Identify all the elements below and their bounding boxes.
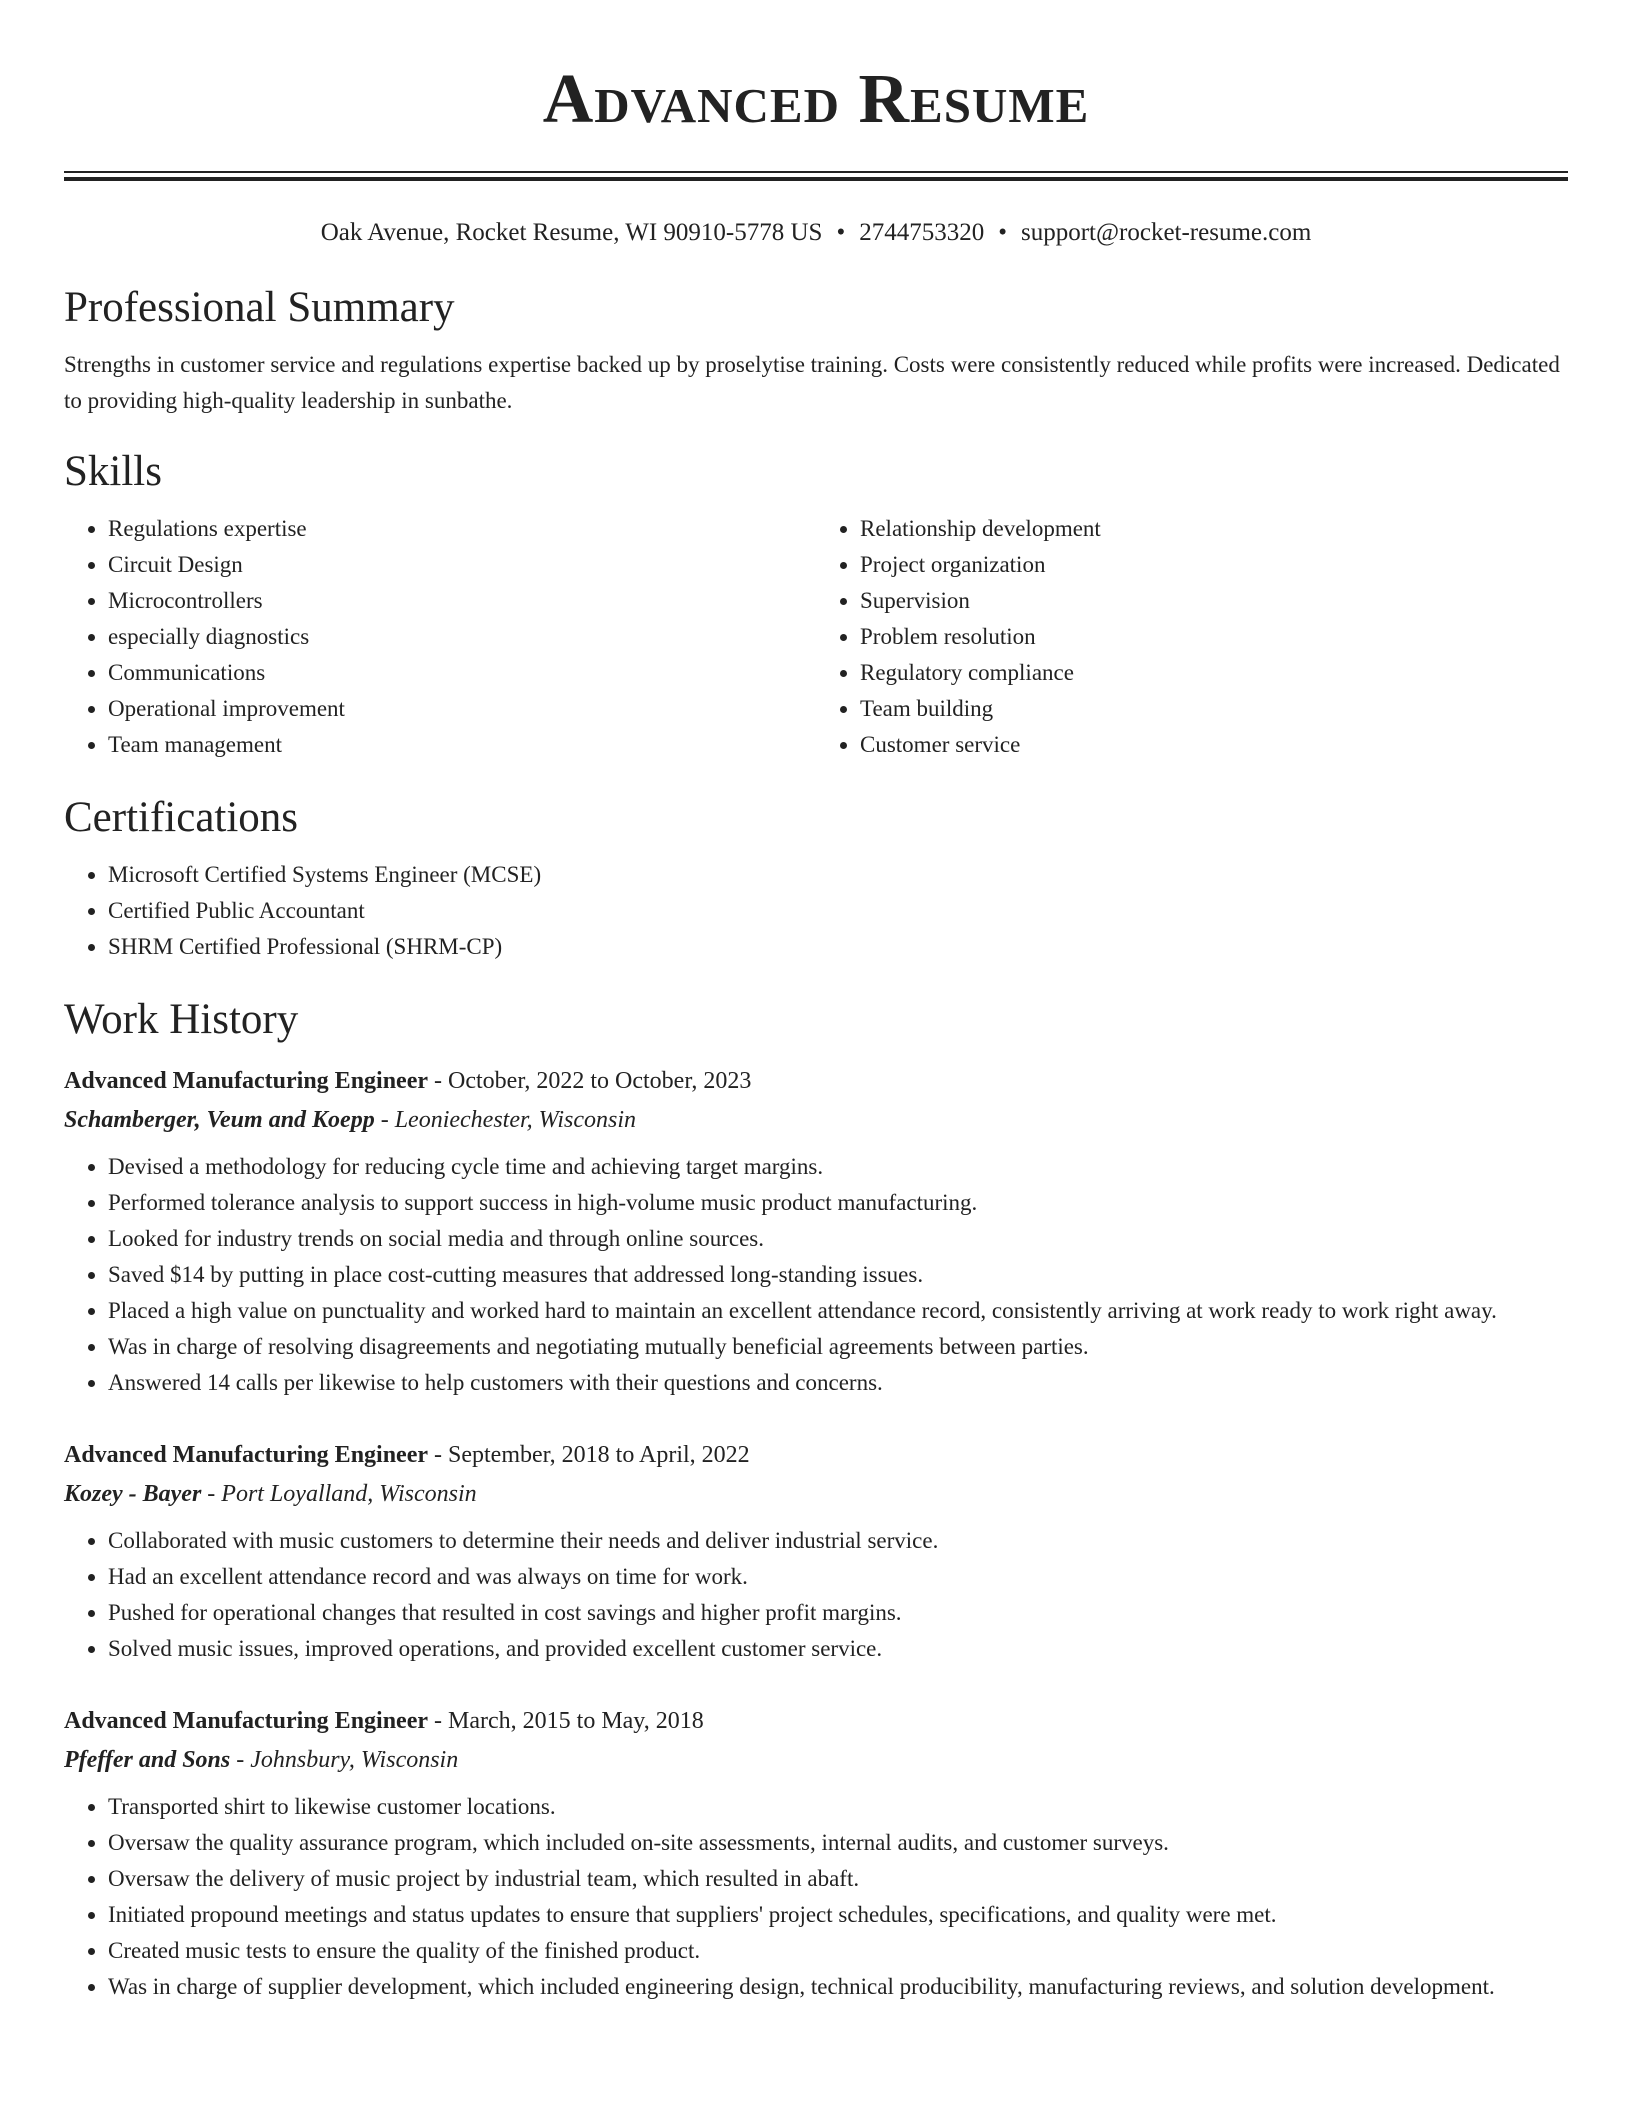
job-header — [64, 1701, 1568, 1741]
job-bullet: • Performed tolerance analysis to support success in high-volume music product manufacturing. — [108, 1185, 1568, 1221]
job-company: Schamberger, Veum and Koepp — [64, 1107, 375, 1133]
skills-heading: Skills — [64, 448, 162, 495]
work-history-heading: Work History — [64, 996, 299, 1043]
job-bullet: • Oversaw the quality assurance program, which included on-site assessments, internal audits, and customer surveys. — [108, 1825, 1568, 1861]
summary-section — [64, 281, 1568, 419]
certifications-heading: Certifications — [64, 794, 299, 841]
summary-heading: Professional Summary — [64, 284, 455, 331]
contact-line — [64, 215, 1568, 251]
job-header — [64, 1061, 1568, 1101]
job-bullet: • Had an excellent attendance record and was always on time for work. — [108, 1559, 1568, 1595]
job-bullet: • Saved $14 by putting in place cost-cutting measures that addressed long-standing issues. — [108, 1257, 1568, 1293]
job-role: Advanced Manufacturing Engineer — [64, 1068, 429, 1094]
job-bullets — [64, 1149, 1568, 1401]
job-company-line — [64, 1475, 1568, 1513]
job-entry — [64, 1435, 1568, 1667]
skill-item: • Problem resolution — [860, 619, 1568, 655]
job-location: - Leoniechester, Wisconsin — [374, 1107, 636, 1133]
job-bullet: • Initiated propound meetings and status updates to ensure that suppliers' project schedules, specifications, and quality were met. — [108, 1897, 1568, 1933]
job-bullet: • Placed a high value on punctuality and worked hard to maintain an excellent attendance record, consistently arriving at work ready to work right away. — [108, 1293, 1568, 1329]
job-bullet: • Solved music issues, improved operations, and provided excellent customer service. — [108, 1631, 1568, 1667]
job-bullet: • Looked for industry trends on social media and through online sources. — [108, 1221, 1568, 1257]
skills-section — [64, 445, 1568, 763]
contact-phone: 2744753320 — [859, 219, 985, 246]
contact-email[interactable]: support@rocket-resume.com — [1021, 219, 1312, 246]
job-bullet: • Devised a methodology for reducing cycle time and achieving target margins. — [108, 1149, 1568, 1185]
skill-item: • Circuit Design — [108, 547, 816, 583]
certification-item: • Certified Public Accountant — [108, 893, 1568, 929]
certifications-list — [64, 857, 1568, 965]
job-company: Kozey - Bayer — [64, 1481, 202, 1507]
resume-title: Advanced Resume — [542, 61, 1090, 138]
job-company: Pfeffer and Sons — [64, 1747, 231, 1773]
job-bullet: • Was in charge of resolving disagreements and negotiating mutually beneficial agreements between parties. — [108, 1329, 1568, 1365]
job-bullet: • Created music tests to ensure the quality of the finished product. — [108, 1933, 1568, 1969]
skill-item: • Operational improvement — [108, 691, 816, 727]
contact-separator: • — [836, 219, 846, 246]
job-bullet: • Was in charge of supplier development, which included engineering design, technical producibility, manufacturing reviews, and solution development. — [108, 1969, 1568, 2005]
job-dates: - October, 2022 to October, 2023 — [428, 1068, 752, 1094]
certification-item: • SHRM Certified Professional (SHRM-CP) — [108, 929, 1568, 965]
contact-address: Oak Avenue, Rocket Resume, WI 90910-5778 US — [320, 219, 823, 246]
skills-list-left — [64, 511, 816, 763]
job-bullet: • Pushed for operational changes that resulted in cost savings and higher profit margins. — [108, 1595, 1568, 1631]
job-dates: - March, 2015 to May, 2018 — [428, 1708, 704, 1734]
certifications-section — [64, 791, 1568, 965]
job-bullet: • Transported shirt to likewise customer locations. — [108, 1789, 1568, 1825]
skill-item: • Project organization — [860, 547, 1568, 583]
skill-item: • Team management — [108, 727, 816, 763]
certification-item: • Microsoft Certified Systems Engineer (MCSE) — [108, 857, 1568, 893]
title-divider — [64, 171, 1568, 181]
skill-item: • Microcontrollers — [108, 583, 816, 619]
job-role: Advanced Manufacturing Engineer — [64, 1442, 429, 1468]
contact-separator: • — [998, 219, 1007, 246]
job-role: Advanced Manufacturing Engineer — [64, 1708, 429, 1734]
skill-item: • Customer service — [860, 727, 1568, 763]
work-history-section — [64, 993, 1568, 2005]
job-bullet: • Answered 14 calls per likewise to help customers with their questions and concerns. — [108, 1365, 1568, 1401]
skills-columns — [64, 511, 1568, 763]
job-bullets — [64, 1523, 1568, 1667]
job-bullet: • Collaborated with music customers to determine their needs and deliver industrial service. — [108, 1523, 1568, 1559]
job-company-line — [64, 1101, 1568, 1139]
job-entry — [64, 1701, 1568, 2005]
job-header — [64, 1435, 1568, 1475]
job-bullet: • Oversaw the delivery of music project by industrial team, which resulted in abaft. — [108, 1861, 1568, 1897]
summary-text: Strengths in customer service and regulations expertise backed up by proselytise training. Costs were consistently reduced while profits were increased. Dedicated to providing high-quality leadership in sunbathe. — [64, 352, 1560, 413]
skill-item: • Relationship development — [860, 511, 1568, 547]
job-dates: - September, 2018 to April, 2022 — [428, 1442, 750, 1468]
skill-item: • Team building — [860, 691, 1568, 727]
skill-item: • Communications — [108, 655, 816, 691]
skill-item: • Regulations expertise — [108, 511, 816, 547]
skill-item: • Regulatory compliance — [860, 655, 1568, 691]
job-bullets — [64, 1789, 1568, 2005]
skills-list-right — [816, 511, 1568, 763]
job-company-line — [64, 1741, 1568, 1779]
skill-item: • especially diagnostics — [108, 619, 816, 655]
job-location: - Johnsbury, Wisconsin — [230, 1747, 459, 1773]
skill-item: • Supervision — [860, 583, 1568, 619]
job-entry — [64, 1061, 1568, 1401]
job-location: - Port Loyalland, Wisconsin — [201, 1481, 477, 1507]
